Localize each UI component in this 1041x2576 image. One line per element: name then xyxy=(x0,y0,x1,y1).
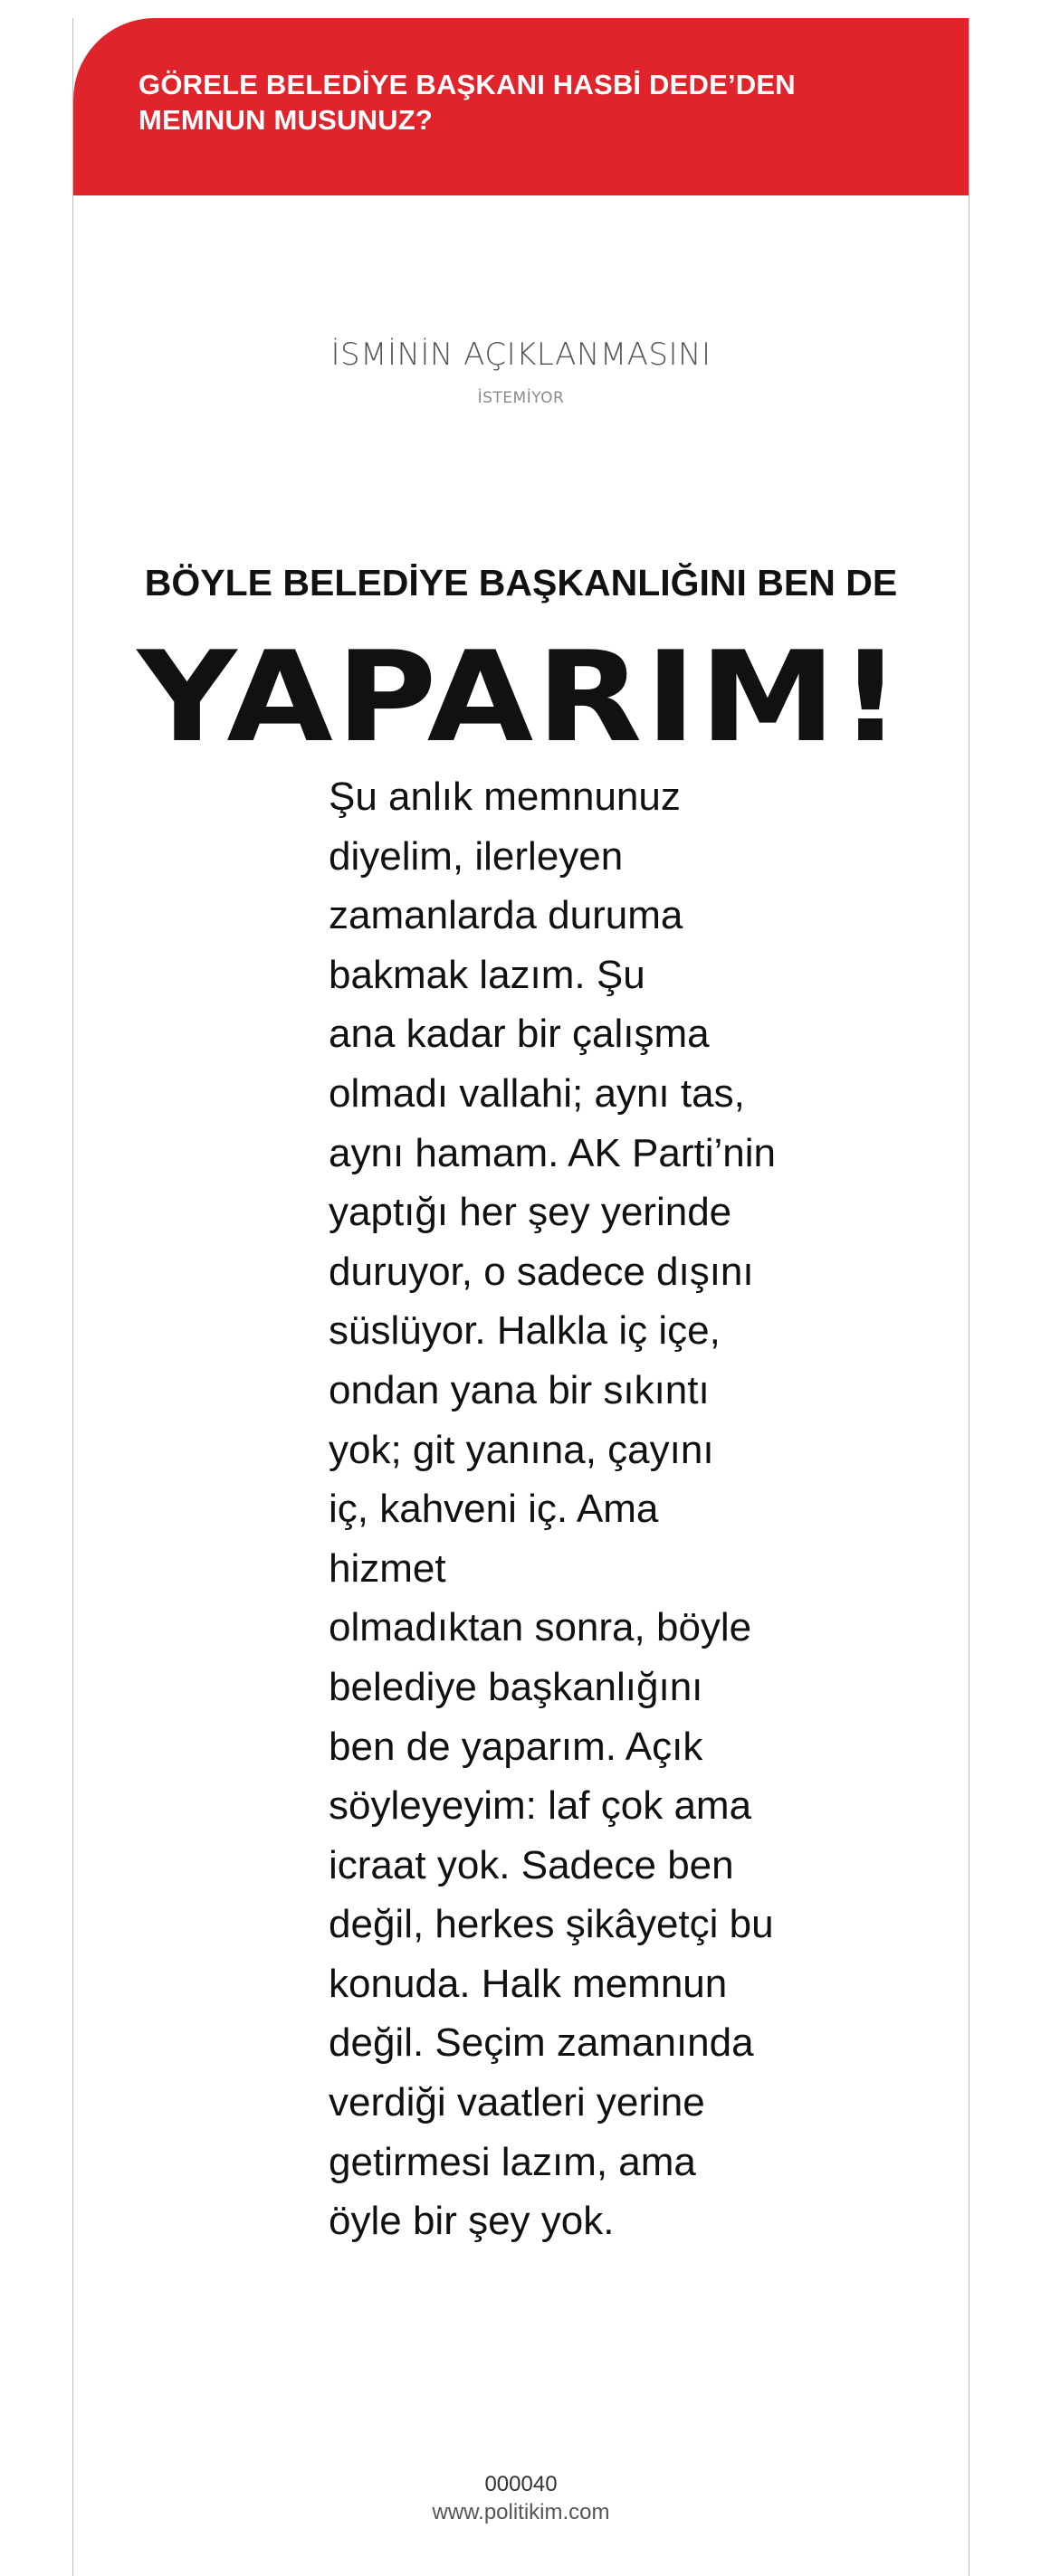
page-code: 000040 xyxy=(484,2472,558,2496)
question-banner xyxy=(73,18,969,195)
website-link[interactable]: www.politikim.com xyxy=(432,2500,610,2524)
respondent-role: İSTEMİYOR xyxy=(477,389,565,407)
headline-lead: BÖYLE BELEDİYE BAŞKANLIĞINI BEN DE xyxy=(144,562,898,604)
headline-main: YAPARIM! xyxy=(137,624,905,770)
question-text: GÖRELE BELEDİYE BAŞKANI HASBİ DEDE’DEN MEMNUN MUSUNUZ? xyxy=(138,69,796,136)
answer-text: Şu anlık memnunuz diyelim, ilerleyen zamanlarda duruma bakmak lazım. Şu ana kadar bir çalışma olmadı vallahi; aynı tas, aynı hamam. AK Parti’nin yaptığı her şey yerinde duruyor, o sadece dışını süslüyor. Halkla iç içe, ondan yana bir sıkıntı yok; git yanına, çayını iç, kahveni iç. Ama hizmet olmadıktan sonra, böyle belediye başkanlığını ben de yaparım. Açık söyleyeyim: laf çok ama icraat yok. Sadece ben değil, herkes şikâyetçi bu konuda. Halk memnun değil. Seçim zamanında verdiği vaatleri yerine getirmesi lazım, ama öyle bir şey yok. xyxy=(329,775,777,2244)
survey-card xyxy=(72,18,969,2576)
respondent-name: İSMİNİN AÇIKLANMASINI xyxy=(330,337,712,373)
